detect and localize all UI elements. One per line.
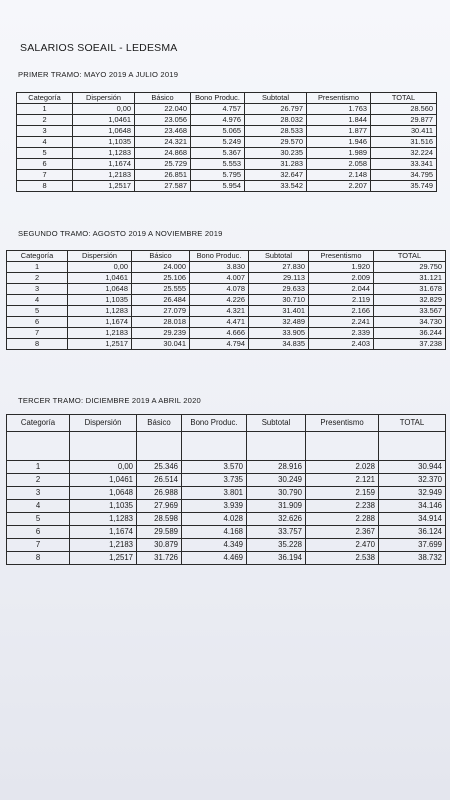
- table-row: [7, 273, 446, 284]
- value-cell: 3.801: [182, 487, 247, 500]
- table-header-row: [7, 415, 446, 432]
- value-cell: 1,0461: [68, 273, 132, 284]
- column-header: Categoría: [17, 93, 73, 104]
- value-cell: 29.877: [371, 115, 437, 126]
- value-cell: 37.238: [374, 339, 446, 350]
- value-cell: 1,0648: [68, 284, 132, 295]
- value-cell: 0,00: [70, 461, 137, 474]
- column-header: Dispersión: [73, 93, 135, 104]
- value-cell: 1,2517: [68, 339, 132, 350]
- value-cell: 2.470: [306, 539, 379, 552]
- value-cell: 1,1035: [73, 137, 135, 148]
- category-cell: 6: [7, 526, 70, 539]
- value-cell: 1,0461: [73, 115, 135, 126]
- table-header-row: [17, 93, 437, 104]
- section-title-primer-tramo: PRIMER TRAMO: MAYO 2019 A JULIO 2019: [18, 70, 179, 79]
- value-cell: 32.370: [379, 474, 446, 487]
- value-cell: 34.914: [379, 513, 446, 526]
- value-cell: 32.647: [245, 170, 307, 181]
- value-cell: 33.341: [371, 159, 437, 170]
- category-cell: 1: [17, 104, 73, 115]
- value-cell: 28.018: [132, 317, 190, 328]
- value-cell: 4.321: [190, 306, 249, 317]
- category-cell: 6: [7, 317, 68, 328]
- value-cell: 3.570: [182, 461, 247, 474]
- table-row: [7, 262, 446, 273]
- table-row: [17, 104, 437, 115]
- value-cell: 1,0648: [73, 126, 135, 137]
- value-cell: 27.969: [137, 500, 182, 513]
- value-cell: 32.829: [374, 295, 446, 306]
- column-header: Subtotal: [249, 251, 309, 262]
- value-cell: 2.288: [306, 513, 379, 526]
- value-cell: 1,1283: [73, 148, 135, 159]
- value-cell: 32.949: [379, 487, 446, 500]
- value-cell: 34.730: [374, 317, 446, 328]
- value-cell: 0,00: [68, 262, 132, 273]
- table-row: [17, 170, 437, 181]
- value-cell: 2.119: [309, 295, 374, 306]
- document-title: SALARIOS SOEAIL - LEDESMA: [20, 42, 178, 54]
- category-cell: 4: [7, 295, 68, 306]
- value-cell: 3.939: [182, 500, 247, 513]
- category-cell: 2: [7, 474, 70, 487]
- table-row: [7, 339, 446, 350]
- value-cell: 22.040: [135, 104, 191, 115]
- value-cell: 36.124: [379, 526, 446, 539]
- value-cell: 34.146: [379, 500, 446, 513]
- value-cell: 30.411: [371, 126, 437, 137]
- category-cell: 8: [17, 181, 73, 192]
- salary-table-primer-tramo: [16, 92, 437, 192]
- table-row: [7, 474, 446, 487]
- value-cell: 28.032: [245, 115, 307, 126]
- value-cell: 35.228: [247, 539, 306, 552]
- column-header: Bono Produc.: [190, 251, 249, 262]
- value-cell: 30.041: [132, 339, 190, 350]
- value-cell: 2.367: [306, 526, 379, 539]
- column-header: Subtotal: [247, 415, 306, 432]
- value-cell: 29.750: [374, 262, 446, 273]
- table-row: [7, 461, 446, 474]
- column-header: Presentismo: [307, 93, 371, 104]
- value-cell: 32.489: [249, 317, 309, 328]
- value-cell: 25.106: [132, 273, 190, 284]
- category-cell: 5: [17, 148, 73, 159]
- value-cell: 5.553: [191, 159, 245, 170]
- category-cell: 3: [17, 126, 73, 137]
- value-cell: 2.121: [306, 474, 379, 487]
- category-cell: 2: [7, 273, 68, 284]
- table-row: [7, 328, 446, 339]
- value-cell: 34.795: [371, 170, 437, 181]
- table-row: [17, 159, 437, 170]
- value-cell: 26.851: [135, 170, 191, 181]
- table-row: [7, 487, 446, 500]
- table-row: [7, 317, 446, 328]
- value-cell: 27.587: [135, 181, 191, 192]
- value-cell: 1.844: [307, 115, 371, 126]
- value-cell: 2.238: [306, 500, 379, 513]
- value-cell: 1,1674: [68, 317, 132, 328]
- value-cell: 33.542: [245, 181, 307, 192]
- category-cell: 8: [7, 339, 68, 350]
- table-row: [17, 126, 437, 137]
- column-header: Básico: [137, 415, 182, 432]
- value-cell: 24.000: [132, 262, 190, 273]
- column-header: Presentismo: [309, 251, 374, 262]
- value-cell: 30.944: [379, 461, 446, 474]
- category-cell: 3: [7, 284, 68, 295]
- value-cell: 1,0648: [70, 487, 137, 500]
- value-cell: 2.028: [306, 461, 379, 474]
- value-cell: 2.339: [309, 328, 374, 339]
- value-cell: 4.168: [182, 526, 247, 539]
- blank-cell: [379, 432, 446, 461]
- value-cell: 5.954: [191, 181, 245, 192]
- value-cell: 1.877: [307, 126, 371, 137]
- value-cell: 3.735: [182, 474, 247, 487]
- value-cell: 33.905: [249, 328, 309, 339]
- value-cell: 37.699: [379, 539, 446, 552]
- value-cell: 4.007: [190, 273, 249, 284]
- value-cell: 28.598: [137, 513, 182, 526]
- salary-table-tercer-tramo: [6, 414, 446, 565]
- value-cell: 2.403: [309, 339, 374, 350]
- column-header: Presentismo: [306, 415, 379, 432]
- column-header: Bono Produc.: [191, 93, 245, 104]
- column-header: TOTAL: [374, 251, 446, 262]
- value-cell: 27.830: [249, 262, 309, 273]
- value-cell: 2.538: [306, 552, 379, 565]
- value-cell: 32.224: [371, 148, 437, 159]
- value-cell: 1,1674: [70, 526, 137, 539]
- value-cell: 30.879: [137, 539, 182, 552]
- column-header: TOTAL: [379, 415, 446, 432]
- value-cell: 3.830: [190, 262, 249, 273]
- table-row: [7, 513, 446, 526]
- value-cell: 31.909: [247, 500, 306, 513]
- value-cell: 33.757: [247, 526, 306, 539]
- value-cell: 33.567: [374, 306, 446, 317]
- value-cell: 1,2183: [68, 328, 132, 339]
- value-cell: 1,2517: [73, 181, 135, 192]
- value-cell: 26.514: [137, 474, 182, 487]
- value-cell: 36.194: [247, 552, 306, 565]
- value-cell: 25.346: [137, 461, 182, 474]
- table-row: [7, 306, 446, 317]
- category-cell: 5: [7, 306, 68, 317]
- category-cell: 4: [17, 137, 73, 148]
- column-header: Básico: [132, 251, 190, 262]
- value-cell: 4.976: [191, 115, 245, 126]
- table-row: [7, 295, 446, 306]
- value-cell: 31.726: [137, 552, 182, 565]
- table-row: [7, 539, 446, 552]
- value-cell: 1.946: [307, 137, 371, 148]
- value-cell: 31.678: [374, 284, 446, 295]
- table-row: [17, 148, 437, 159]
- value-cell: 29.113: [249, 273, 309, 284]
- value-cell: 4.794: [190, 339, 249, 350]
- value-cell: 1,1283: [70, 513, 137, 526]
- value-cell: 34.835: [249, 339, 309, 350]
- blank-cell: [137, 432, 182, 461]
- value-cell: 24.321: [135, 137, 191, 148]
- category-cell: 1: [7, 262, 68, 273]
- value-cell: 5.367: [191, 148, 245, 159]
- column-header: Bono Produc.: [182, 415, 247, 432]
- value-cell: 36.244: [374, 328, 446, 339]
- value-cell: 1,1035: [68, 295, 132, 306]
- value-cell: 35.749: [371, 181, 437, 192]
- category-cell: 2: [17, 115, 73, 126]
- value-cell: 4.226: [190, 295, 249, 306]
- value-cell: 1.763: [307, 104, 371, 115]
- value-cell: 4.349: [182, 539, 247, 552]
- value-cell: 2.166: [309, 306, 374, 317]
- table-row: [7, 526, 446, 539]
- column-header: Subtotal: [245, 93, 307, 104]
- value-cell: 28.533: [245, 126, 307, 137]
- value-cell: 32.626: [247, 513, 306, 526]
- category-cell: 3: [7, 487, 70, 500]
- value-cell: 29.570: [245, 137, 307, 148]
- value-cell: 28.560: [371, 104, 437, 115]
- category-cell: 7: [7, 539, 70, 552]
- column-header: Básico: [135, 93, 191, 104]
- value-cell: 30.790: [247, 487, 306, 500]
- value-cell: 26.988: [137, 487, 182, 500]
- value-cell: 29.589: [137, 526, 182, 539]
- value-cell: 31.401: [249, 306, 309, 317]
- value-cell: 25.729: [135, 159, 191, 170]
- value-cell: 1,2183: [70, 539, 137, 552]
- value-cell: 4.028: [182, 513, 247, 526]
- value-cell: 5.249: [191, 137, 245, 148]
- value-cell: 4.471: [190, 317, 249, 328]
- value-cell: 2.159: [306, 487, 379, 500]
- category-cell: 6: [17, 159, 73, 170]
- table-row: [17, 115, 437, 126]
- blank-cell: [306, 432, 379, 461]
- value-cell: 2.207: [307, 181, 371, 192]
- category-cell: 5: [7, 513, 70, 526]
- value-cell: 5.795: [191, 170, 245, 181]
- value-cell: 4.469: [182, 552, 247, 565]
- value-cell: 29.239: [132, 328, 190, 339]
- value-cell: 26.484: [132, 295, 190, 306]
- column-header: Dispersión: [70, 415, 137, 432]
- value-cell: 0,00: [73, 104, 135, 115]
- table-row: [17, 137, 437, 148]
- value-cell: 1,2517: [70, 552, 137, 565]
- column-header: Dispersión: [68, 251, 132, 262]
- value-cell: 29.633: [249, 284, 309, 295]
- value-cell: 1,2183: [73, 170, 135, 181]
- value-cell: 1,1674: [73, 159, 135, 170]
- value-cell: 4.666: [190, 328, 249, 339]
- value-cell: 1,1283: [68, 306, 132, 317]
- value-cell: 26.797: [245, 104, 307, 115]
- value-cell: 23.468: [135, 126, 191, 137]
- value-cell: 30.235: [245, 148, 307, 159]
- column-header: Categoría: [7, 415, 70, 432]
- value-cell: 38.732: [379, 552, 446, 565]
- value-cell: 25.555: [132, 284, 190, 295]
- table-header-row: [7, 251, 446, 262]
- blank-cell: [182, 432, 247, 461]
- table-row: [7, 552, 446, 565]
- blank-row: [7, 432, 446, 461]
- value-cell: 2.044: [309, 284, 374, 295]
- category-cell: 1: [7, 461, 70, 474]
- table-row: [7, 284, 446, 295]
- value-cell: 24.868: [135, 148, 191, 159]
- blank-cell: [70, 432, 137, 461]
- value-cell: 4.078: [190, 284, 249, 295]
- category-cell: 7: [7, 328, 68, 339]
- value-cell: 2.009: [309, 273, 374, 284]
- category-cell: 4: [7, 500, 70, 513]
- value-cell: 27.079: [132, 306, 190, 317]
- value-cell: 1,0461: [70, 474, 137, 487]
- column-header: TOTAL: [371, 93, 437, 104]
- category-cell: 7: [17, 170, 73, 181]
- blank-cell: [247, 432, 306, 461]
- value-cell: 2.148: [307, 170, 371, 181]
- table-row: [17, 181, 437, 192]
- value-cell: 4.757: [191, 104, 245, 115]
- value-cell: 1.920: [309, 262, 374, 273]
- value-cell: 31.283: [245, 159, 307, 170]
- category-cell: 8: [7, 552, 70, 565]
- value-cell: 1.989: [307, 148, 371, 159]
- value-cell: 31.516: [371, 137, 437, 148]
- value-cell: 30.710: [249, 295, 309, 306]
- value-cell: 5.065: [191, 126, 245, 137]
- value-cell: 31.121: [374, 273, 446, 284]
- value-cell: 1,1035: [70, 500, 137, 513]
- value-cell: 23.056: [135, 115, 191, 126]
- section-title-tercer-tramo: TERCER TRAMO: DICIEMBRE 2019 A ABRIL 2020: [18, 396, 201, 405]
- column-header: Categoría: [7, 251, 68, 262]
- value-cell: 2.241: [309, 317, 374, 328]
- salary-table-segundo-tramo: [6, 250, 446, 350]
- value-cell: 30.249: [247, 474, 306, 487]
- table-row: [7, 500, 446, 513]
- value-cell: 2.058: [307, 159, 371, 170]
- section-title-segundo-tramo: SEGUNDO TRAMO: AGOSTO 2019 A NOVIEMBRE 2019: [18, 229, 223, 238]
- blank-cell: [7, 432, 70, 461]
- value-cell: 28.916: [247, 461, 306, 474]
